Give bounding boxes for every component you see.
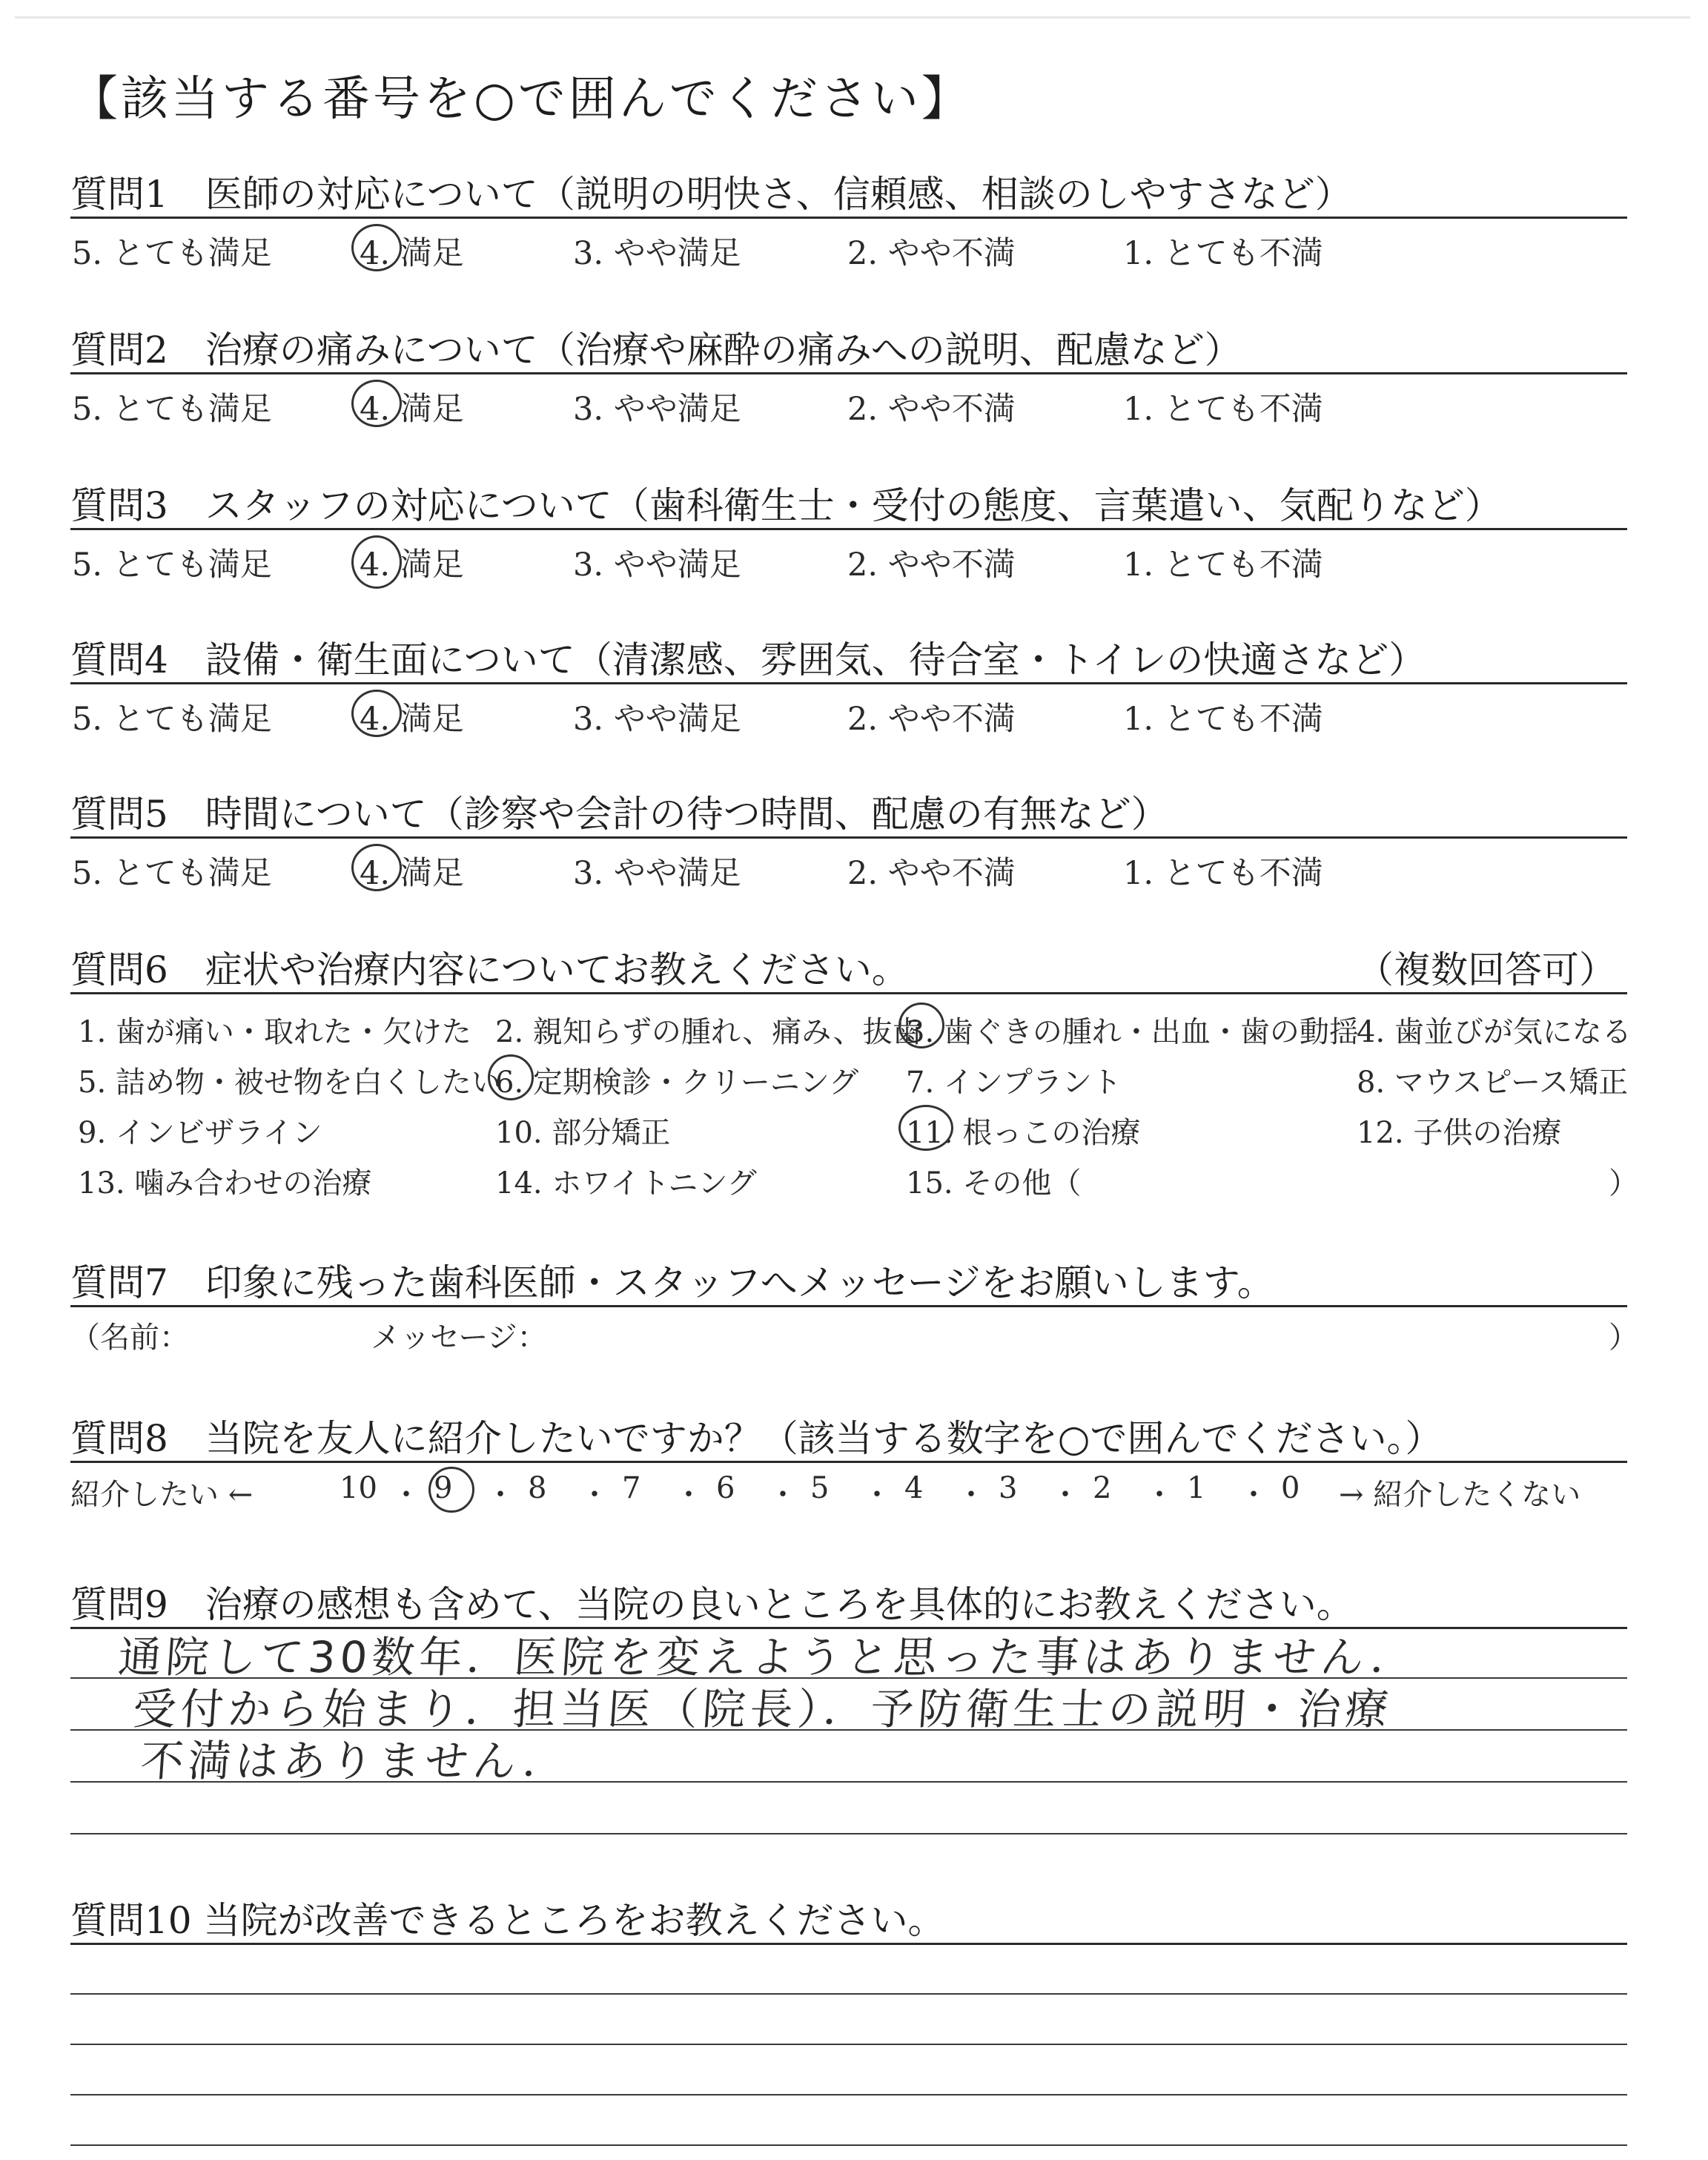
q8-scale-separator: ・ xyxy=(1145,1478,1174,1512)
q2-title: 質問2 治療の痛みについて（治療や麻酔の痛みへの説明、配慮など） xyxy=(70,328,1242,371)
q9-answer-text-3: 不満はありません． xyxy=(139,1736,572,1786)
q8-scale-6[interactable]: 6 xyxy=(716,1471,735,1505)
q1-opt-5[interactable]: 5. とても満足 xyxy=(72,235,272,272)
q8-scale-10[interactable]: 10 xyxy=(340,1471,377,1505)
q8-scale-2[interactable]: 2 xyxy=(1093,1471,1112,1505)
q6-item-2[interactable]: 2. 親知らずの腫れ、痛み、抜歯 xyxy=(495,1015,922,1049)
q6-item-3[interactable]: 3. 歯ぐきの腫れ・出血・歯の動揺 xyxy=(906,1015,1359,1049)
q8-scale-9[interactable]: 9 xyxy=(434,1471,453,1505)
q1-rule xyxy=(70,217,1627,219)
page-header: 【該当する番号を○で囲んでください】 xyxy=(70,72,972,127)
q6-selection-circle-3 xyxy=(898,1003,944,1048)
q4-opt-4[interactable]: 4. 満足 xyxy=(360,701,464,738)
q10-title: 質問10 当院が改善できるところをお教えください。 xyxy=(70,1899,945,1942)
q8-scale-separator: ・ xyxy=(580,1478,609,1512)
q8-scale-separator: ・ xyxy=(486,1478,515,1512)
q9-answer-line-4 xyxy=(70,1833,1627,1834)
q5-selection-circle xyxy=(351,844,402,891)
q4-opt-2[interactable]: 2. やや不満 xyxy=(847,701,1016,738)
q2-opt-5[interactable]: 5. とても満足 xyxy=(72,391,272,428)
q3-rule xyxy=(70,528,1627,530)
q7-close: ） xyxy=(1609,1321,1638,1355)
q2-opt-3[interactable]: 3. やや満足 xyxy=(573,391,741,428)
scan-edge xyxy=(15,16,1690,19)
q4-opt-1[interactable]: 1. とても不満 xyxy=(1123,701,1323,738)
q2-rule xyxy=(70,372,1627,374)
q8-scale-separator: ・ xyxy=(674,1478,704,1512)
q8-scale-3[interactable]: 3 xyxy=(999,1471,1018,1505)
q1-opt-3[interactable]: 3. やや満足 xyxy=(573,235,741,272)
q5-opt-2[interactable]: 2. やや不満 xyxy=(847,855,1016,892)
q3-opt-5[interactable]: 5. とても満足 xyxy=(72,546,272,584)
q4-title: 質問4 設備・衛生面について（清潔感、雰囲気、待合室・トイレの快適さなど） xyxy=(70,638,1426,681)
q8-scale-separator: ・ xyxy=(1239,1478,1268,1512)
q4-opt-5[interactable]: 5. とても満足 xyxy=(72,701,272,738)
q4-opt-3[interactable]: 3. やや満足 xyxy=(573,701,741,738)
q5-opt-1[interactable]: 1. とても不満 xyxy=(1123,855,1323,892)
q5-title: 質問5 時間について（診察や会計の待つ時間、配慮の有無など） xyxy=(70,793,1168,836)
q6-selection-circle-6 xyxy=(488,1054,534,1100)
q2-opt-1[interactable]: 1. とても不満 xyxy=(1123,391,1323,428)
q6-item-8[interactable]: 8. マウスピース矯正 xyxy=(1357,1066,1629,1100)
q5-opt-4[interactable]: 4. 満足 xyxy=(360,855,464,892)
q8-scale-separator: ・ xyxy=(391,1478,421,1512)
q6-note: （複数回答可） xyxy=(1357,948,1616,991)
q6-rule xyxy=(70,992,1627,994)
q8-scale-7[interactable]: 7 xyxy=(622,1471,641,1505)
q10-answer-line-3 xyxy=(70,2094,1627,2095)
q9-answer-text-1: 通院して30数年．医院を変えようと思った事はありません． xyxy=(116,1632,1420,1682)
q7-message-label: メッセージ： xyxy=(371,1321,547,1355)
q6-item-6[interactable]: 6. 定期検診・クリーニング xyxy=(495,1066,859,1100)
q1-title: 質問1 医師の対応について（説明の明快さ、信頼感、相談のしやすさなど） xyxy=(70,173,1352,216)
q10-answer-line-4 xyxy=(70,2144,1627,2146)
q5-rule xyxy=(70,836,1627,839)
q2-selection-circle xyxy=(351,380,402,427)
q6-item-7[interactable]: 7. インプラント xyxy=(906,1066,1122,1100)
q8-rule xyxy=(70,1461,1627,1463)
q4-rule xyxy=(70,682,1627,684)
q1-opt-4[interactable]: 4. 満足 xyxy=(360,235,464,272)
q6-item-11[interactable]: 11. 根っこの治療 xyxy=(906,1116,1141,1150)
q8-scale-4[interactable]: 4 xyxy=(904,1471,924,1505)
q6-item-9[interactable]: 9. インビザライン xyxy=(78,1116,322,1150)
q6-item-10[interactable]: 10. 部分矯正 xyxy=(495,1116,671,1150)
q9-title: 質問9 治療の感想も含めて、当院の良いところを具体的にお教えください。 xyxy=(70,1583,1354,1626)
q8-right-label: → 紹介したくない xyxy=(1339,1478,1581,1512)
q8-scale-separator: ・ xyxy=(862,1478,892,1512)
q6-item-13[interactable]: 13. 噛み合わせの治療 xyxy=(78,1166,372,1200)
q3-title: 質問3 スタッフの対応について（歯科衛生士・受付の態度、言葉遣い、気配りなど） xyxy=(70,484,1502,527)
q8-left-label: 紹介したい ← xyxy=(70,1478,254,1512)
q5-opt-3[interactable]: 3. やや満足 xyxy=(573,855,741,892)
q8-scale-0[interactable]: 0 xyxy=(1281,1471,1300,1505)
q3-opt-3[interactable]: 3. やや満足 xyxy=(573,546,741,584)
q8-scale-8[interactable]: 8 xyxy=(528,1471,547,1505)
q8-scale-separator: ・ xyxy=(956,1478,986,1512)
q6-item-15[interactable]: 15. その他（ xyxy=(906,1166,1082,1200)
q1-opt-1[interactable]: 1. とても不満 xyxy=(1123,235,1323,272)
q6-item-1[interactable]: 1. 歯が痛い・取れた・欠けた xyxy=(78,1015,471,1049)
q3-selection-circle xyxy=(351,535,402,589)
q6-title: 質問6 症状や治療内容についてお教えください。 xyxy=(70,948,909,991)
q3-opt-1[interactable]: 1. とても不満 xyxy=(1123,546,1323,584)
q5-opt-5[interactable]: 5. とても満足 xyxy=(72,855,272,892)
q8-scale-separator: ・ xyxy=(768,1478,798,1512)
q6-item-4[interactable]: 4. 歯並びが気になる xyxy=(1357,1015,1632,1049)
q2-opt-4[interactable]: 4. 満足 xyxy=(360,391,464,428)
q6-item-14[interactable]: 14. ホワイトニング xyxy=(495,1166,757,1200)
q10-rule xyxy=(70,1943,1627,1945)
q10-answer-line-2 xyxy=(70,2044,1627,2045)
q7-rule xyxy=(70,1305,1627,1307)
q8-selection-circle xyxy=(428,1467,474,1513)
q8-title: 質問8 当院を友人に紹介したいですか？（該当する数字を○で囲んでください。） xyxy=(70,1417,1443,1460)
q10-answer-line-1 xyxy=(70,1993,1627,1995)
q4-selection-circle xyxy=(351,690,402,737)
q1-opt-2[interactable]: 2. やや不満 xyxy=(847,235,1016,272)
q7-name-label: （名前： xyxy=(70,1321,189,1355)
q1-selection-circle xyxy=(351,224,402,271)
q8-scale-1[interactable]: 1 xyxy=(1187,1471,1206,1505)
q2-opt-2[interactable]: 2. やや不満 xyxy=(847,391,1016,428)
q8-scale-separator: ・ xyxy=(1050,1478,1080,1512)
q3-opt-2[interactable]: 2. やや不満 xyxy=(847,546,1016,584)
q7-title: 質問7 印象に残った歯科医師・スタッフへメッセージをお願いします。 xyxy=(70,1261,1274,1304)
q6-item-5[interactable]: 5. 詰め物・被せ物を白くしたい xyxy=(78,1066,501,1100)
q6-item-12[interactable]: 12. 子供の治療 xyxy=(1357,1116,1562,1150)
q9-answer-text-2: 受付から始まり．担当医（院長）．予防衛生士の説明・治療 xyxy=(131,1684,1395,1734)
q6-selection-circle-11 xyxy=(898,1105,953,1151)
q6-item-15-close: ） xyxy=(1609,1166,1638,1200)
q3-opt-4[interactable]: 4. 満足 xyxy=(360,546,464,584)
q8-scale-5[interactable]: 5 xyxy=(810,1471,830,1505)
